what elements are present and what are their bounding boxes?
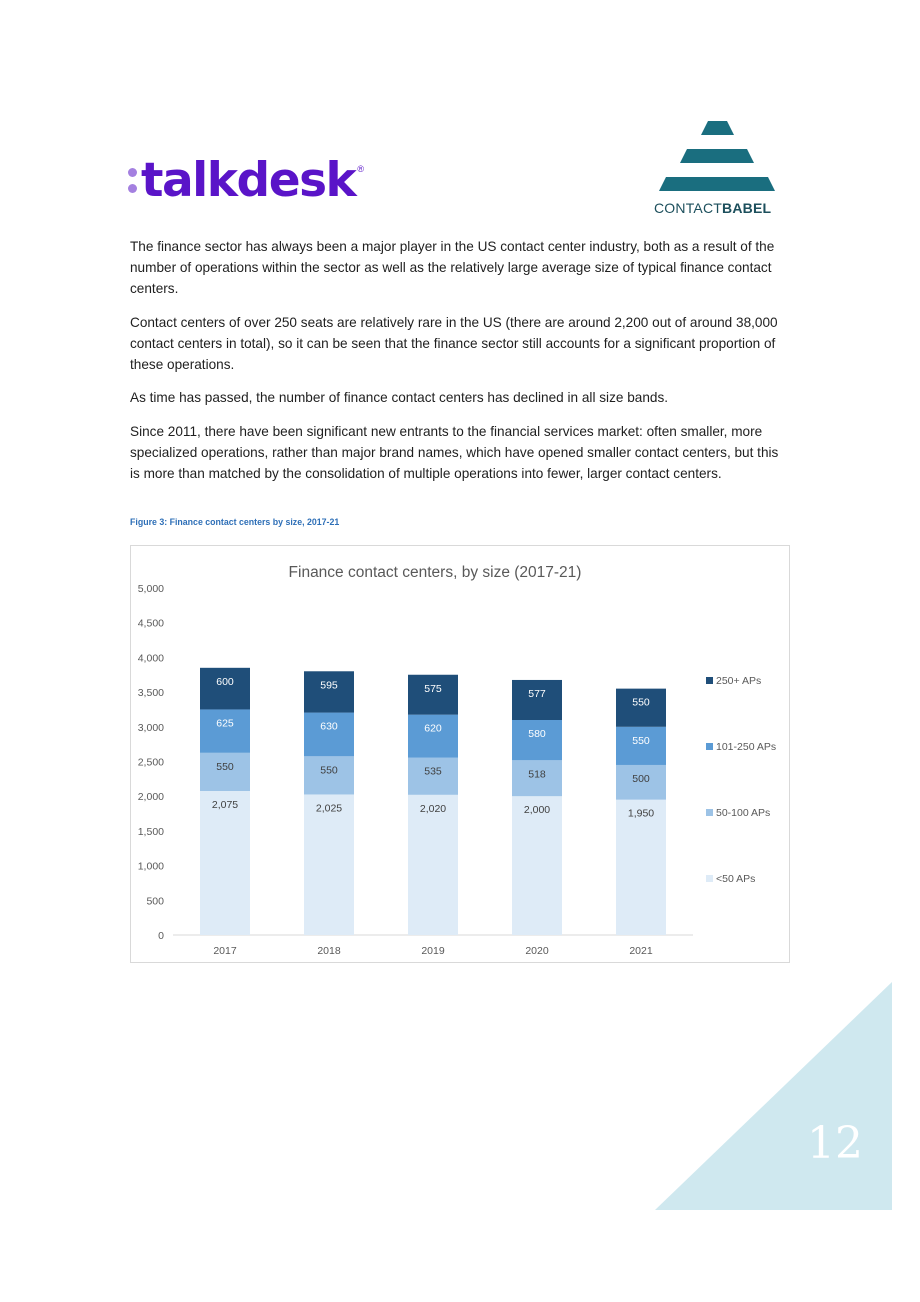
- data-label: 550: [216, 760, 234, 773]
- paragraph-2: Contact centers of over 250 seats are relatively rare in the US (there are around 2,200 out of around 38,000 contact centers in total), so it can be seen that the finance sector still accounts for a significant proportion of these operations.: [130, 315, 778, 372]
- x-tick-label: 2018: [317, 945, 341, 957]
- paragraph-4: Since 2011, there have been significant new entrants to the financial services market: often smaller, more specialized operations, rather than major brand names, which have opened smaller contact centers, but this is more than matched by the consolidation of multiple operations into fewer, larger contact centers.: [130, 424, 779, 481]
- y-tick-label: 2,500: [137, 756, 164, 769]
- x-tick-label: 2021: [629, 945, 653, 957]
- y-tick-label: 5,000: [137, 583, 164, 595]
- data-label: 575: [424, 682, 442, 695]
- x-tick-label: 2020: [525, 945, 549, 957]
- data-label: 625: [216, 717, 234, 730]
- data-label: 518: [528, 768, 546, 781]
- data-label: 2,020: [419, 802, 447, 815]
- data-label: 550: [632, 734, 650, 747]
- figure-caption: Figure 3: Finance contact centers by size, 2017-21: [130, 517, 340, 527]
- y-tick-label: 2,000: [137, 791, 164, 804]
- data-label: 620: [424, 722, 442, 735]
- data-label: 600: [216, 675, 234, 688]
- data-label: 580: [528, 727, 546, 740]
- data-label: 630: [320, 720, 338, 733]
- y-tick-label: 4,000: [137, 652, 164, 665]
- legend-label: 101-250 APs: [716, 741, 777, 753]
- x-tick-label: 2019: [421, 945, 445, 957]
- x-tick-label: 2017: [213, 945, 237, 957]
- y-tick-label: 3,000: [137, 721, 164, 734]
- data-label: 577: [528, 687, 546, 700]
- contactbabel-wordmark: CONTACTBABEL: [654, 200, 772, 216]
- paragraph-3: As time has passed, the number of finance contact centers has declined in all size bands.: [130, 390, 669, 405]
- legend-label: 250+ APs: [716, 675, 762, 687]
- page-number: 12: [807, 1118, 863, 1169]
- chart-title: Finance contact centers, by size (2017-21): [288, 564, 582, 581]
- registered-mark-icon: ®: [357, 164, 364, 174]
- y-tick-label: 1,500: [137, 825, 164, 838]
- y-tick-label: 0: [158, 930, 164, 942]
- paragraph-1: The finance sector has always been a major player in the US contact center industry, both as a result of the number of operations within the sector as well as the relatively large average size of typical finance contact centers.: [130, 239, 775, 296]
- data-label: 2,000: [523, 804, 551, 817]
- y-tick-label: 1,000: [137, 860, 164, 873]
- data-label: 500: [632, 772, 650, 785]
- data-label: 1,950: [627, 807, 655, 820]
- data-label: 2,075: [211, 798, 239, 811]
- legend-label: 50-100 APs: [716, 807, 771, 819]
- y-tick-label: 500: [146, 895, 164, 908]
- data-label: 550: [320, 764, 338, 777]
- data-label: 2,025: [315, 802, 343, 815]
- data-label: 550: [632, 696, 650, 709]
- data-label: 595: [320, 679, 338, 692]
- y-tick-label: 4,500: [137, 617, 164, 630]
- legend-label: <50 APs: [716, 873, 756, 885]
- data-label: 535: [424, 765, 442, 778]
- talkdesk-wordmark: talkdesk: [141, 152, 356, 208]
- y-tick-label: 3,500: [137, 687, 164, 700]
